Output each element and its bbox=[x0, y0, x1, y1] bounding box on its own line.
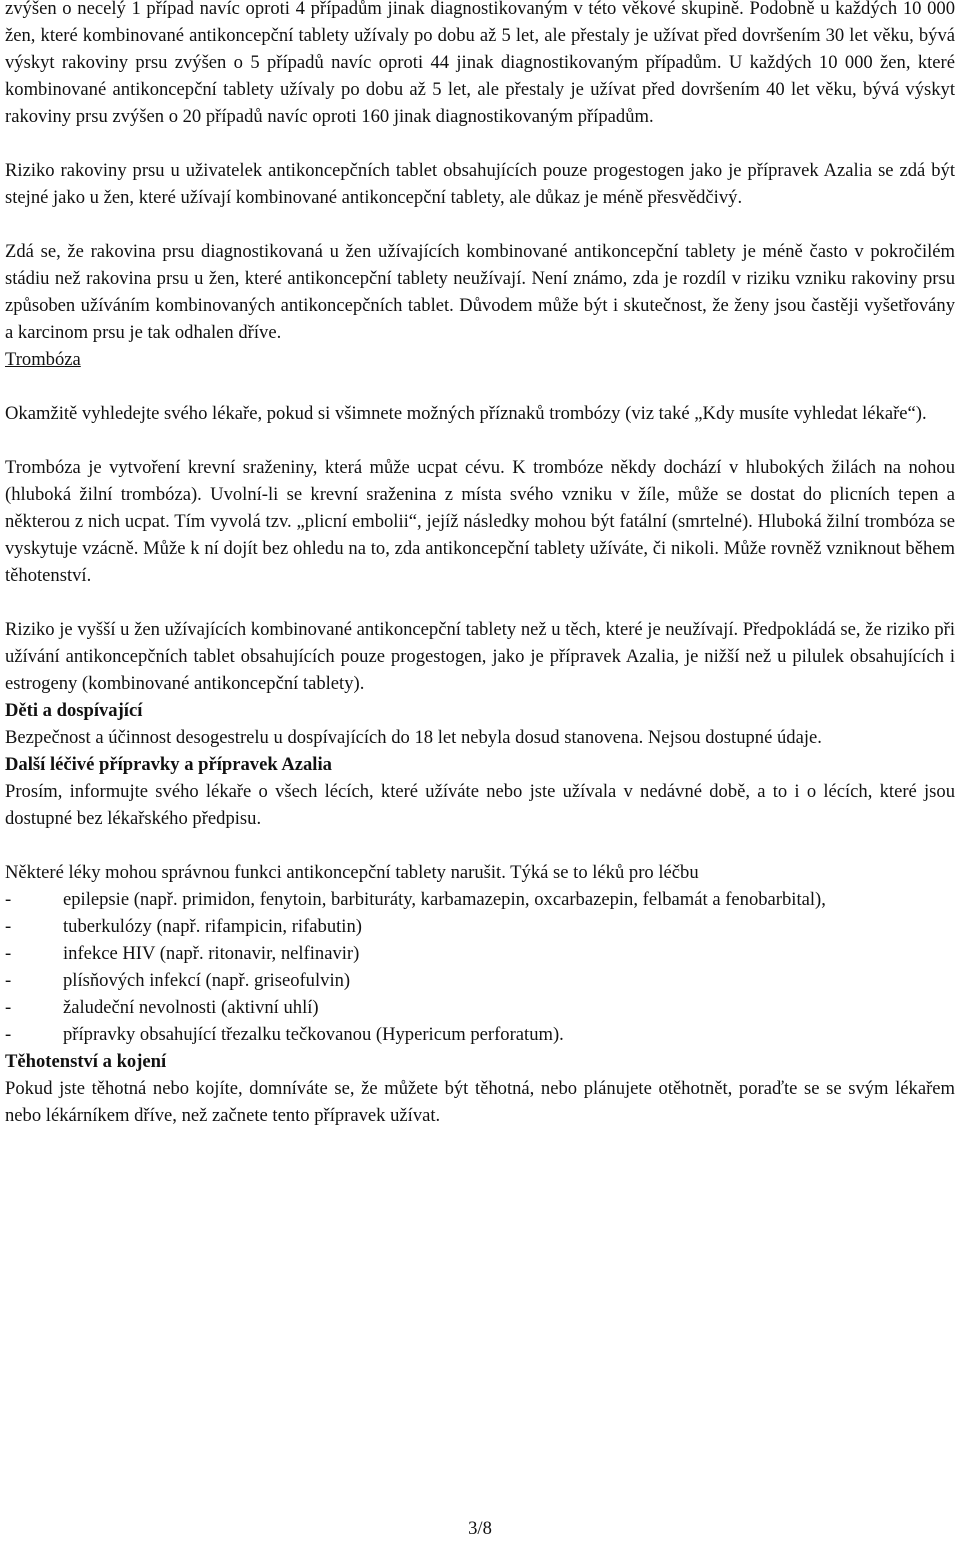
list-item bbox=[5, 886, 955, 913]
progestogen-risk-paragraph: Riziko rakoviny prsu u uživatelek antikoncepčních tablet obsahujících pouze progestogen jako je přípravek Azalia se zdá být stejné jako u žen, které užívají kombinované antikoncepční tablety, ale důkaz je méně přesvědčivý. bbox=[5, 160, 955, 208]
list-dash: - bbox=[5, 943, 12, 964]
list-item-text: žaludeční nevolnosti (aktivní uhlí) bbox=[63, 997, 319, 1018]
list-item-text: přípravky obsahující třezalku tečkovanou (Hypericum perforatum). bbox=[63, 1024, 564, 1045]
drug-interaction-list bbox=[5, 886, 955, 1048]
list-item-text: tuberkulózy (např. rifampicin, rifabutin) bbox=[63, 916, 362, 937]
list-dash: - bbox=[5, 889, 12, 910]
other-drugs-heading: Další léčivé přípravky a přípravek Azalia bbox=[5, 754, 332, 775]
diagnosis-stage-paragraph: Zdá se, že rakovina prsu diagnostikovaná u žen užívajících kombinované antikoncepční tablety je méně často v pokročilém stádiu než rakovina prsu u žen, které antikoncepční tablety neužívají. Není známo, zda je rozdíl v riziku vzniku rakoviny prsu způsoben užíváním kombinovaných antikoncepčních tablet. Důvodem může být i skutečnost, že ženy jsou častěji vyšetřovány a karcinom prsu je tak odhalen dříve. bbox=[5, 241, 955, 343]
list-dash: - bbox=[5, 970, 12, 991]
document-page bbox=[5, 0, 955, 1129]
drug-interaction-intro: Některé léky mohou správnou funkci antikoncepční tablety narušit. Týká se to léků pro léčbu bbox=[5, 862, 699, 883]
list-item bbox=[5, 940, 955, 967]
list-dash: - bbox=[5, 1024, 12, 1045]
thrombosis-heading: Trombóza bbox=[5, 349, 81, 370]
pregnancy-paragraph: Pokud jste těhotná nebo kojíte, domníváte se, že můžete být těhotná, nebo plánujete otěhotnět, poraďte se se svým lékařem nebo lékárníkem dříve, než začnete tento přípravek užívat. bbox=[5, 1078, 955, 1126]
children-heading: Děti a dospívající bbox=[5, 700, 143, 721]
list-item bbox=[5, 913, 955, 940]
list-item-text: plísňových infekcí (např. griseofulvin) bbox=[63, 970, 351, 991]
list-item-text: infekce HIV (např. ritonavir, nelfinavir) bbox=[63, 943, 360, 964]
list-item bbox=[5, 967, 955, 994]
list-item bbox=[5, 994, 955, 1021]
other-drugs-paragraph: Prosím, informujte svého lékaře o všech lécích, které užíváte nebo jste užívala v nedávné době, a to i o lécích, které jsou dostupné bez lékařského předpisu. bbox=[5, 781, 955, 829]
list-item bbox=[5, 1021, 955, 1048]
page-number: 3/8 bbox=[468, 1518, 492, 1539]
thrombosis-risk-paragraph: Riziko je vyšší u žen užívajících kombinované antikoncepční tablety než u těch, které je neužívají. Předpokládá se, že riziko při užívání antikoncepčních tablet obsahujících pouze progestogen, jako je přípravek Azalia, je nižší než u pilulek obsahujících i estrogeny (kombinované antikoncepční tablety). bbox=[5, 619, 956, 694]
children-paragraph: Bezpečnost a účinnost desogestrelu u dospívajících do 18 let nebyla dosud stanovena. Nejsou dostupné údaje. bbox=[5, 727, 822, 748]
list-dash: - bbox=[5, 916, 12, 937]
pregnancy-heading: Těhotenství a kojení bbox=[5, 1051, 167, 1072]
thrombosis-definition-paragraph: Trombóza je vytvoření krevní sraženiny, která může ucpat cévu. K trombóze někdy dochází v hlubokých žilách na nohou (hluboká žilní trombóza). Uvolní-li se krevní sraženina z místa svého vzniku v žíle, může se dostat do plicních tepen a některou z nich ucpat. Tím vyvolá tzv. „plicní embolii“, jejíž následky mohou být fatální (smrtelné). Hluboká žilní trombóza se vyskytuje vzácně. Může k ní dojít bez ohledu na to, zda antikoncepční tablety užíváte, či nikoli. Může rovněž vzniknout během těhotenství. bbox=[5, 457, 955, 586]
list-item-text: epilepsie (např. primidon, fenytoin, barbituráty, karbamazepin, oxcarbazepin, felbamát a fenobarbital), bbox=[63, 889, 826, 910]
thrombosis-warning-paragraph: Okamžitě vyhledejte svého lékaře, pokud si všimnete možných příznaků trombózy (viz také „Kdy musíte vyhledat lékaře“). bbox=[5, 403, 927, 424]
breast-cancer-statistics-paragraph: zvýšen o necelý 1 případ navíc oproti 4 případům jinak diagnostikovaným v této věkové skupině. Podobně u každých 10 000 žen, které kombinované antikoncepční tablety užívaly po dobu až 5 let, ale přestaly je užívat před dovršením 30 let věku, bývá výskyt rakoviny prsu zvýšen o 5 případů navíc oproti 44 jinak diagnostikovaným případům. U každých 10 000 žen, které kombinované antikoncepční tablety užívaly po dobu až 5 let, ale přestaly je užívat před dovršením 40 let věku, bývá výskyt rakoviny prsu zvýšen o 20 případů navíc oproti 160 jinak diagnostikovaným případům. bbox=[5, 0, 955, 127]
list-dash: - bbox=[5, 997, 12, 1018]
